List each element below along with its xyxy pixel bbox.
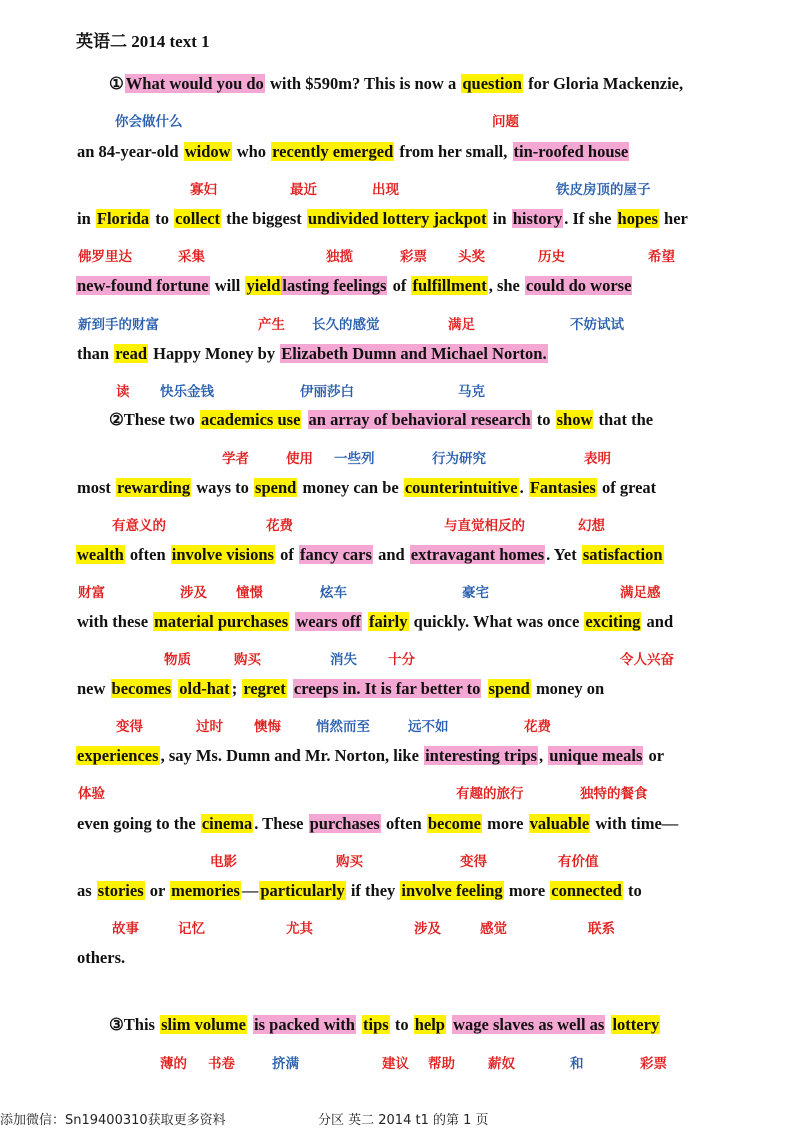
text-run: more: [483, 814, 528, 833]
text-run: of: [388, 276, 411, 295]
text-run: an 84-year-old: [77, 142, 183, 161]
highlighted-phrase: new-found fortune: [77, 276, 209, 295]
passage-line: [76, 208, 689, 230]
text-run: who: [232, 142, 271, 161]
highlighted-phrase: unique meals: [549, 746, 643, 765]
highlighted-phrase: satisfaction: [582, 545, 663, 564]
gloss-annotation: 电影: [210, 854, 237, 870]
highlighted-phrase: What would you do: [125, 74, 264, 93]
highlighted-phrase: creeps in. It is far better to: [293, 679, 481, 698]
highlighted-phrase: interesting trips: [425, 746, 538, 765]
gloss-annotation: 佛罗里达: [78, 249, 132, 265]
highlighted-phrase: lasting feelings: [282, 276, 387, 295]
gloss-annotation: 独特的餐食: [580, 786, 648, 802]
gloss-annotation: 伊丽莎白: [300, 384, 354, 400]
passage-line: [76, 141, 629, 163]
gloss-annotation: 变得: [116, 719, 143, 735]
text-run: and: [373, 545, 409, 564]
highlighted-phrase: exciting: [585, 612, 641, 631]
highlighted-phrase: help: [414, 1015, 445, 1034]
gloss-annotation: 花费: [266, 518, 293, 534]
gloss-annotation: 有意义的: [112, 518, 166, 534]
highlighted-phrase: become: [427, 814, 482, 833]
text-run: with time—: [591, 814, 679, 833]
gloss-annotation: 十分: [388, 652, 415, 668]
gloss-annotation: 和: [570, 1056, 584, 1072]
gloss-annotation: 令人兴奋: [620, 652, 674, 668]
gloss-annotation: 物质: [164, 652, 191, 668]
highlighted-phrase: academics use: [200, 410, 301, 429]
text-run: ways to: [192, 478, 254, 497]
passage-line: [76, 880, 643, 902]
gloss-annotation: 消失: [330, 652, 357, 668]
gloss-annotation: 憧憬: [236, 585, 263, 601]
text-run: —: [241, 881, 259, 900]
gloss-annotation: 有价值: [558, 854, 599, 870]
gloss-annotation: 涉及: [180, 585, 207, 601]
gloss-annotation: 幻想: [578, 518, 605, 534]
gloss-annotation: 记忆: [178, 921, 205, 937]
text-run: , she: [488, 276, 524, 295]
gloss-annotation: 长久的感觉: [312, 317, 380, 333]
highlighted-phrase: connected: [551, 881, 622, 900]
document-title: 英语二 2014 text 1: [76, 32, 210, 51]
gloss-annotation: 购买: [336, 854, 363, 870]
text-run: . If she: [564, 209, 616, 228]
gloss-annotation: 书卷: [208, 1056, 235, 1072]
passage-line: [76, 477, 657, 499]
gloss-annotation: 出现: [372, 182, 399, 198]
text-run: of great: [597, 478, 657, 497]
gloss-annotation: 过时: [196, 719, 223, 735]
highlighted-phrase: undivided lottery jackpot: [307, 209, 487, 228]
text-run: of: [275, 545, 298, 564]
gloss-annotation: 快乐金钱: [160, 384, 214, 400]
text-run: with $590m? This is now a: [265, 74, 461, 93]
text-run: quickly. What was once: [409, 612, 584, 631]
gloss-annotation: 挤满: [272, 1056, 299, 1072]
gloss-annotation: 感觉: [480, 921, 507, 937]
text-run: most: [77, 478, 116, 497]
gloss-annotation: 头奖: [458, 249, 485, 265]
highlighted-phrase: old-hat: [179, 679, 230, 698]
text-run: if they: [346, 881, 400, 900]
footer-wechat-note: 添加微信：Sn19400310获取更多资料: [0, 1113, 226, 1128]
passage-line: [108, 1014, 660, 1036]
text-run: ①: [109, 74, 124, 93]
text-run: .: [519, 478, 528, 497]
gloss-annotation: 炫车: [320, 585, 347, 601]
gloss-annotation: 马克: [458, 384, 485, 400]
text-run: with these: [77, 612, 153, 631]
gloss-annotation: 学者: [222, 451, 249, 467]
highlighted-phrase: involve visions: [171, 545, 274, 564]
highlighted-phrase: spend: [255, 478, 297, 497]
gloss-annotation: 满足感: [620, 585, 661, 601]
gloss-annotation: 故事: [112, 921, 139, 937]
highlighted-phrase: Fantasies: [529, 478, 596, 497]
highlighted-phrase: stories: [97, 881, 144, 900]
gloss-annotation: 满足: [448, 317, 475, 333]
text-run: . Yet: [546, 545, 581, 564]
text-run: money on: [531, 679, 605, 698]
highlighted-phrase: hopes: [617, 209, 658, 228]
highlighted-phrase: wears off: [296, 612, 361, 631]
text-run: even going to the: [77, 814, 200, 833]
highlighted-phrase: recently emerged: [272, 142, 394, 161]
highlighted-phrase: Florida: [96, 209, 150, 228]
gloss-annotation: 花费: [524, 719, 551, 735]
gloss-annotation: 变得: [460, 854, 487, 870]
passage-line: [76, 343, 548, 365]
highlighted-phrase: slim volume: [161, 1015, 246, 1034]
passage-line: [76, 611, 674, 633]
gloss-annotation: 彩票: [640, 1056, 667, 1072]
highlighted-phrase: yield: [246, 276, 281, 295]
text-run: [301, 410, 307, 429]
gloss-annotation: 问题: [492, 114, 519, 130]
highlighted-phrase: wage slaves as well as: [453, 1015, 605, 1034]
highlighted-phrase: fancy cars: [299, 545, 372, 564]
passage-line: [108, 73, 684, 95]
gloss-annotation: 远不如: [408, 719, 449, 735]
gloss-annotation: 体验: [78, 786, 105, 802]
highlighted-phrase: is packed with: [254, 1015, 355, 1034]
text-run: will: [210, 276, 245, 295]
highlighted-phrase: fulfillment: [412, 276, 487, 295]
text-run: to: [390, 1015, 413, 1034]
highlighted-phrase: tips: [363, 1015, 389, 1034]
text-run: more: [504, 881, 550, 900]
gloss-annotation: 历史: [538, 249, 565, 265]
text-run: ,: [539, 746, 548, 765]
passage-line: [76, 544, 664, 566]
text-run: ③This: [109, 1015, 160, 1034]
text-run: others.: [77, 948, 126, 967]
text-run: often: [381, 814, 426, 833]
highlighted-phrase: fairly: [369, 612, 408, 631]
text-run: her: [659, 209, 688, 228]
gloss-annotation: 希望: [648, 249, 675, 265]
gloss-annotation: 薪奴: [488, 1056, 515, 1072]
gloss-annotation: 有趣的旅行: [456, 786, 524, 802]
highlighted-phrase: extravagant homes: [410, 545, 545, 564]
gloss-annotation: 读: [116, 384, 130, 400]
text-run: for Gloria Mackenzie,: [523, 74, 684, 93]
text-run: ②These two: [109, 410, 199, 429]
gloss-annotation: 一些列: [334, 451, 375, 467]
text-run: often: [125, 545, 170, 564]
text-run: [481, 679, 487, 698]
footer-page-label: 分区 英二 2014 t1 的第 1 页: [318, 1113, 489, 1128]
gloss-annotation: 寡妇: [190, 182, 217, 198]
gloss-annotation: 最近: [290, 182, 317, 198]
text-run: as: [77, 881, 96, 900]
gloss-annotation: 财富: [78, 585, 105, 601]
highlighted-phrase: Elizabeth Dumn and Michael Norton.: [281, 344, 547, 363]
passage-line: [76, 947, 126, 969]
highlighted-phrase: counterintuitive: [404, 478, 518, 497]
text-run: Happy Money by: [149, 344, 280, 363]
text-run: than: [77, 344, 114, 363]
gloss-annotation: 不妨试试: [570, 317, 624, 333]
text-run: in: [488, 209, 511, 228]
gloss-annotation: 独揽: [326, 249, 353, 265]
gloss-annotation: 帮助: [428, 1056, 455, 1072]
highlighted-phrase: memories: [171, 881, 240, 900]
highlighted-phrase: collect: [175, 209, 221, 228]
highlighted-phrase: regret: [243, 679, 286, 698]
highlighted-phrase: tin-roofed house: [513, 142, 629, 161]
gloss-annotation: 建议: [382, 1056, 409, 1072]
highlighted-phrase: wealth: [77, 545, 124, 564]
text-run: new: [77, 679, 110, 698]
text-run: to: [151, 209, 174, 228]
text-run: that the: [594, 410, 654, 429]
gloss-annotation: 懊悔: [254, 719, 281, 735]
highlighted-phrase: experiences: [77, 746, 159, 765]
passage-line: [76, 745, 665, 767]
gloss-annotation: 彩票: [400, 249, 427, 265]
highlighted-phrase: lottery: [612, 1015, 660, 1034]
gloss-annotation: 使用: [286, 451, 313, 467]
highlighted-phrase: question: [462, 74, 522, 93]
highlighted-phrase: spend: [488, 679, 530, 698]
text-run: to: [623, 881, 642, 900]
gloss-annotation: 悄然而至: [316, 719, 370, 735]
gloss-annotation: 购买: [234, 652, 261, 668]
highlighted-phrase: widow: [184, 142, 231, 161]
highlighted-phrase: an array of behavioral research: [308, 410, 531, 429]
text-run: money can be: [298, 478, 403, 497]
gloss-annotation: 涉及: [414, 921, 441, 937]
gloss-annotation: 薄的: [160, 1056, 187, 1072]
gloss-annotation: 产生: [258, 317, 285, 333]
text-run: and: [642, 612, 674, 631]
text-run: from her small,: [395, 142, 512, 161]
highlighted-phrase: involve feeling: [401, 881, 503, 900]
highlighted-phrase: cinema: [201, 814, 253, 833]
gloss-annotation: 你会做什么: [115, 114, 183, 130]
highlighted-phrase: history: [512, 209, 563, 228]
highlighted-phrase: particularly: [260, 881, 345, 900]
passage-line: [108, 409, 654, 431]
highlighted-phrase: rewarding: [117, 478, 191, 497]
highlighted-phrase: show: [556, 410, 593, 429]
gloss-annotation: 联系: [588, 921, 615, 937]
gloss-annotation: 新到手的财富: [78, 317, 159, 333]
text-run: the biggest: [222, 209, 306, 228]
highlighted-phrase: could do worse: [526, 276, 632, 295]
gloss-annotation: 行为研究: [432, 451, 486, 467]
text-run: or: [644, 746, 665, 765]
text-run: to: [532, 410, 555, 429]
gloss-annotation: 铁皮房顶的屋子: [556, 182, 651, 198]
gloss-annotation: 尤其: [286, 921, 313, 937]
gloss-annotation: 采集: [178, 249, 205, 265]
gloss-annotation: 豪宅: [462, 585, 489, 601]
highlighted-phrase: valuable: [529, 814, 590, 833]
highlighted-phrase: purchases: [309, 814, 380, 833]
highlighted-phrase: read: [115, 344, 148, 363]
passage-line: [76, 678, 605, 700]
text-run: . These: [254, 814, 308, 833]
highlighted-phrase: becomes: [111, 679, 172, 698]
gloss-annotation: 表明: [584, 451, 611, 467]
text-run: or: [145, 881, 170, 900]
passage-line: [76, 813, 679, 835]
gloss-annotation: 与直觉相反的: [444, 518, 525, 534]
text-run: ;: [231, 679, 242, 698]
text-run: [287, 679, 293, 698]
text-run: , say Ms. Dumn and Mr. Norton, like: [160, 746, 424, 765]
passage-line: [76, 275, 632, 297]
highlighted-phrase: material purchases: [154, 612, 289, 631]
text-run: in: [77, 209, 95, 228]
